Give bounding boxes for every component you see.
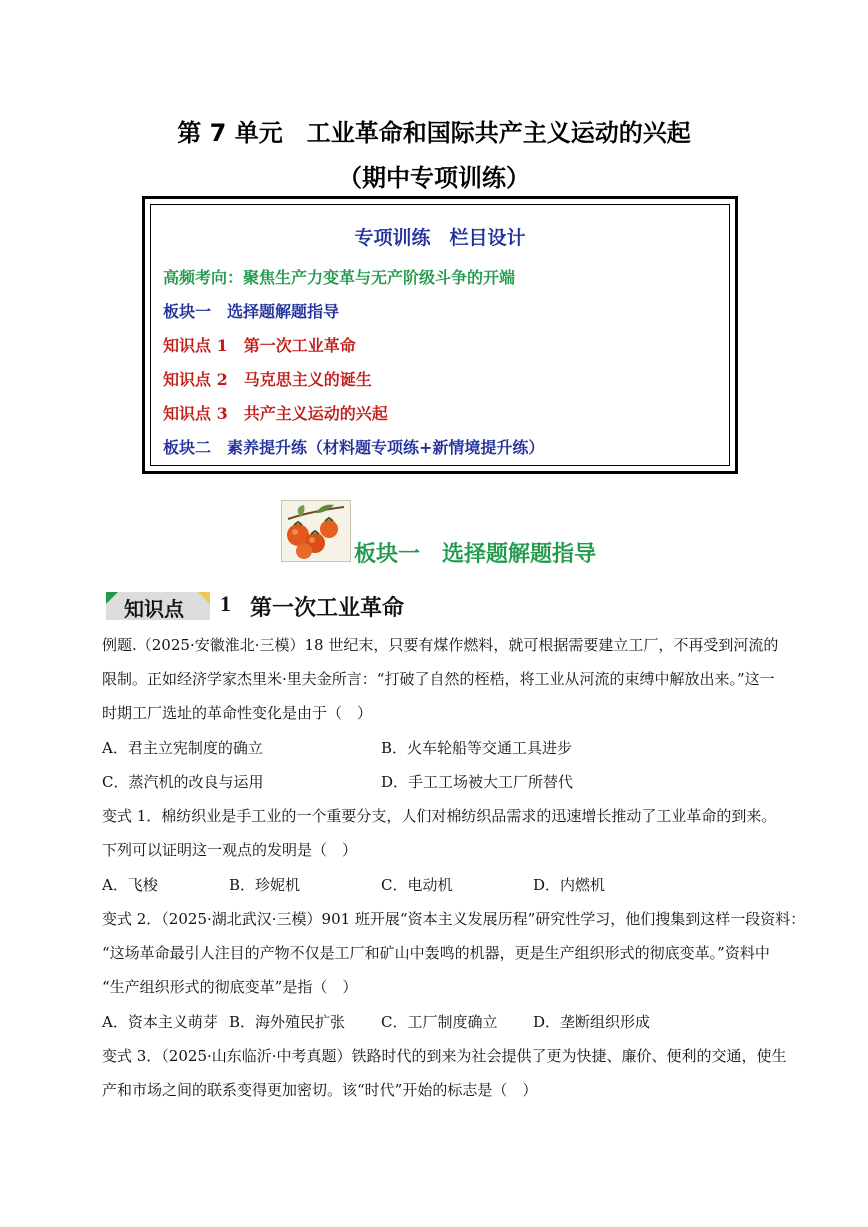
document-title: 第 7 单元 工业革命和国际共产主义运动的兴起: [177, 119, 691, 147]
section-title: 板块一 选择题解题指导: [354, 542, 597, 567]
option-c: C．电动机: [381, 876, 453, 894]
overview-focus: 高频考向：聚焦生产力变革与无产阶级斗争的开端: [163, 268, 516, 287]
overview-kp1: 知识点 1 第一次工业革命: [163, 336, 356, 355]
document-subtitle: （期中专项训练）: [338, 164, 530, 192]
question-line: 例题.（2025·安徽淮北·三模）18 世纪末，只要有煤作燃料，就可根据需要建立工厂，不再受到河流的: [102, 636, 779, 654]
option-c: C．工厂制度确立: [381, 1013, 498, 1031]
question-line: “生产组织形式的彻底变革”是指（ ）: [102, 978, 358, 996]
overview-block1: 板块一 选择题解题指导: [163, 302, 340, 321]
overview-box: [142, 196, 738, 474]
knowledge-point-title: 第一次工业革命: [250, 596, 405, 621]
question-line: 下列可以证明这一观点的发明是（ ）: [102, 841, 358, 859]
question-line: 时期工厂选址的革命性变化是由于（ ）: [102, 704, 373, 722]
option-b: B．海外殖民扩张: [229, 1013, 346, 1031]
option-c: C．蒸汽机的改良与运用: [102, 773, 264, 791]
overview-kp2: 知识点 2 马克思主义的诞生: [163, 370, 372, 389]
section-header: [281, 500, 701, 567]
option-d: D．手工工场被大工厂所替代: [381, 773, 574, 791]
option-a: A．飞梭: [102, 876, 158, 894]
question-line: 产和市场之间的联系变得更加密切。该“时代”开始的标志是（ ）: [102, 1081, 538, 1099]
option-a: A．君主立宪制度的确立: [102, 739, 263, 757]
persimmon-icon: [281, 500, 351, 562]
knowledge-point-badge: [106, 592, 210, 620]
option-d: D．内燃机: [533, 876, 606, 894]
overview-block2: 板块二 素养提升练（材料题专项练+新情境提升练）: [163, 438, 545, 457]
question-line: 变式 3．（2025·山东临沂·中考真题）铁路时代的到来为社会提供了更为快捷、廉价、便利的交通，使生: [102, 1047, 787, 1065]
knowledge-point-header: [106, 590, 626, 622]
question-line: 变式 2．（2025·湖北武汉·三模）901 班开展“资本主义发展历程”研究性学习，他们搜集到这样一段资料：: [102, 910, 806, 928]
option-b: B．火车轮船等交通工具进步: [381, 739, 573, 757]
badge-corner-left: [106, 592, 118, 604]
overview-heading: 专项训练 栏目设计: [354, 227, 526, 249]
option-d: D．垄断组织形成: [533, 1013, 651, 1031]
overview-box-inner: [150, 204, 730, 466]
question-line: 变式 1．棉纺织业是手工业的一个重要分支，人们对棉纺织品需求的迅速增长推动了工业革命的到来。: [102, 807, 777, 825]
knowledge-point-label: 知识点: [124, 597, 184, 621]
badge-corner-right: [198, 592, 210, 604]
question-line: 限制。正如经济学家杰里米·里夫金所言：“打破了自然的桎梏，将工业从河流的束缚中解放出来。”这一: [102, 670, 775, 688]
option-b: B．珍妮机: [229, 876, 301, 894]
overview-kp3: 知识点 3 共产主义运动的兴起: [163, 404, 388, 423]
option-a: A．资本主义萌芽: [102, 1013, 218, 1031]
knowledge-point-number: 1: [220, 591, 231, 616]
question-line: “这场革命最引人注目的产物不仅是工厂和矿山中轰鸣的机器，更是生产组织形式的彻底变革。”资料中: [102, 944, 770, 962]
